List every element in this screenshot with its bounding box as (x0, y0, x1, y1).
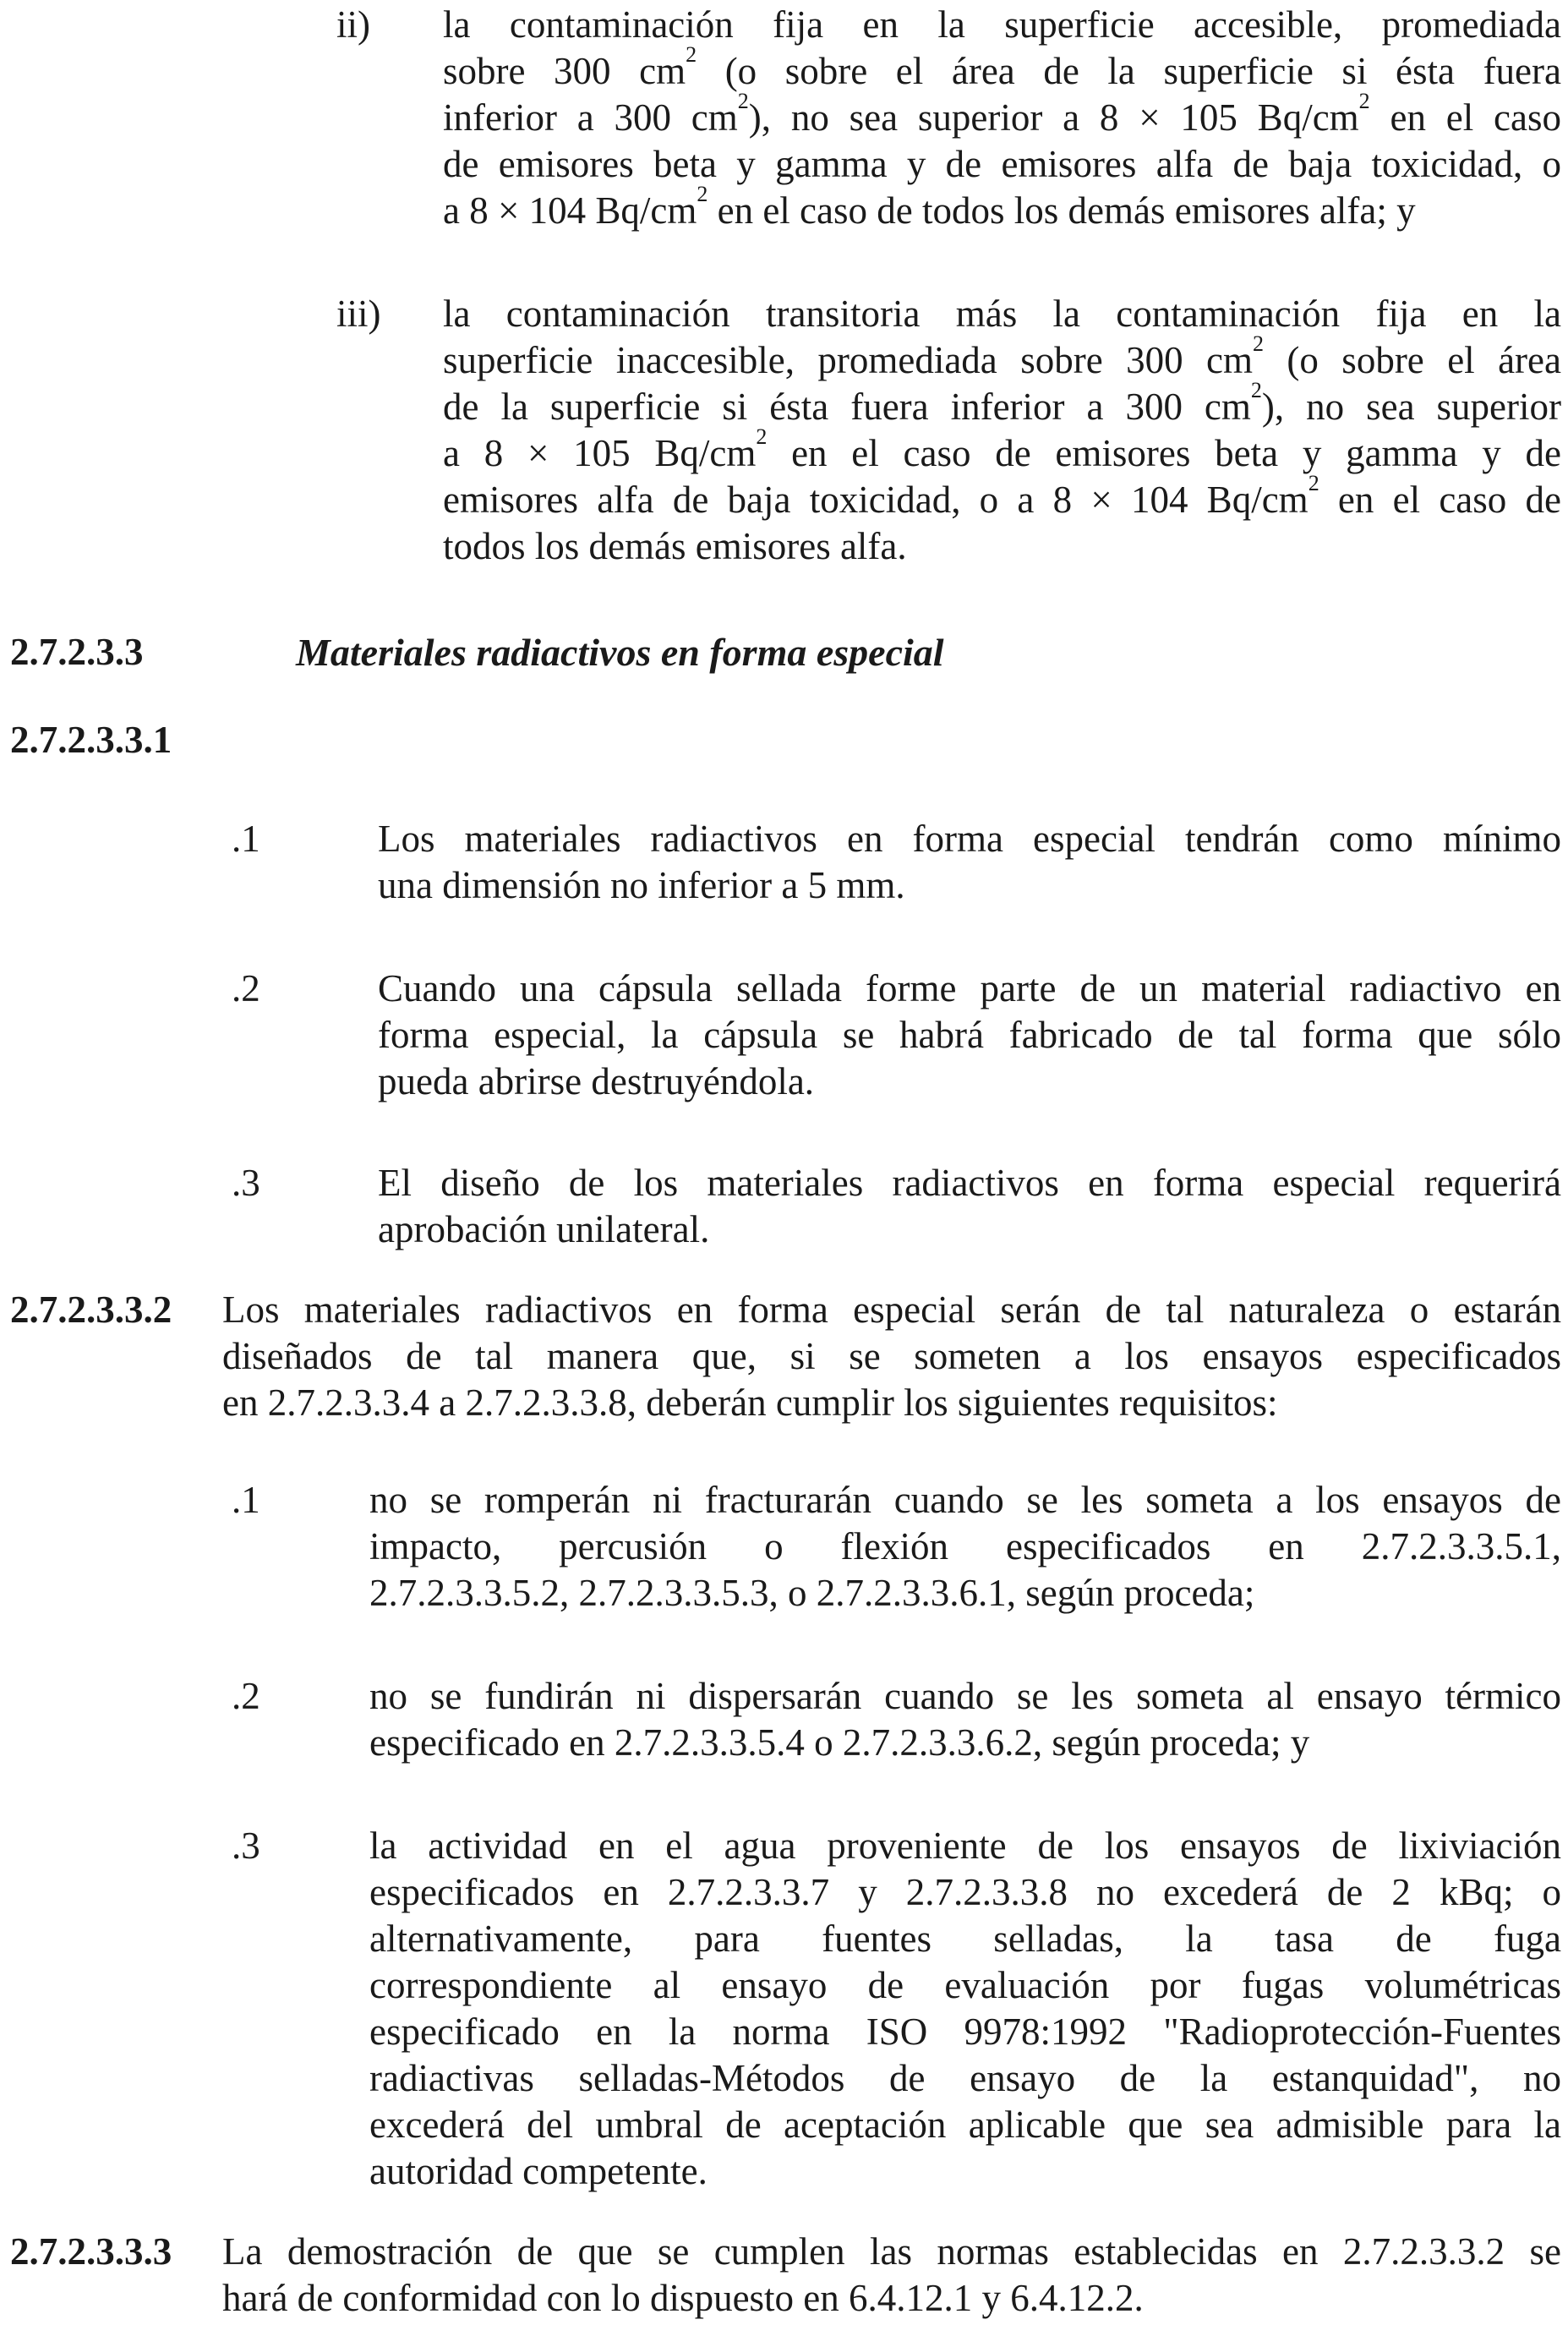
text-line: no se romperán ni fracturarán cuando se les someta a los ensayos de (369, 1479, 1561, 1521)
list-item-text (378, 1160, 1561, 1253)
text-line: especificado en 2.7.2.3.3.5.4 o 2.7.2.3.3.6.2, según proceda; y (369, 1721, 1310, 1764)
text-line: a 8 × 105 $Bq/cm^2$ en el caso de emisores beta y gamma y de (443, 424, 1561, 474)
text-line: emisores alfa de baja toxicidad, o a 8 × 104 $Bq/cm^2$ en el caso de (443, 471, 1561, 521)
text-line: sobre 300 $cm^2$ (o sobre el área de la superficie si ésta fuera (443, 42, 1561, 92)
section-title: Materiales radiactivos en forma especial (296, 631, 944, 674)
item-label: .3 (232, 1162, 260, 1204)
list-item-text (369, 1477, 1561, 1617)
item-label: .2 (232, 1675, 260, 1717)
item-label-iii: iii) (336, 293, 381, 335)
text-line: correspondiente al ensayo de evaluación por fugas volumétricas (369, 1964, 1561, 2006)
list-item-text (369, 1673, 1561, 1766)
text-line: La demostración de que se cumplen las normas establecidas en 2.7.2.3.3.2 se (222, 2230, 1561, 2273)
item-label: .1 (232, 818, 260, 860)
text-line: no se fundirán ni dispersarán cuando se les someta al ensayo térmico (369, 1675, 1561, 1717)
item-label: .3 (232, 1825, 260, 1867)
text-line: a 8 × 104 $Bq/cm^2$ en el caso de todos los demás emisores alfa; y (443, 182, 1416, 232)
text-line: hará de conformidad con lo dispuesto en 6.4.12.1 y 6.4.12.2. (222, 2277, 1144, 2319)
item-ii-text (443, 2, 1561, 234)
text-line: la contaminación fija en la superficie accesible, promediada (443, 3, 1561, 46)
text-line: excederá del umbral de aceptación aplicable que sea admisible para la (369, 2104, 1561, 2146)
text-line: la actividad en el agua proveniente de los ensayos de lixiviación (369, 1825, 1561, 1867)
text-line: de emisores beta y gamma y de emisores alfa de baja toxicidad, o (443, 143, 1561, 185)
text-line: 2.7.2.3.3.5.2, 2.7.2.3.3.5.3, o 2.7.2.3.3.6.1, según proceda; (369, 1572, 1255, 1614)
text-line: radiactivas selladas-Métodos de ensayo de la estanquidad", no (369, 2057, 1561, 2099)
section-number: 2.7.2.3.3 (10, 631, 144, 673)
section-text (222, 2229, 1561, 2322)
item-label: .1 (232, 1479, 260, 1521)
text-line: El diseño de los materiales radiactivos en forma especial requerirá (378, 1162, 1561, 1204)
section-text (222, 1287, 1561, 1426)
text-line: todos los demás emisores alfa. (443, 525, 907, 567)
text-line: impacto, percusión o flexión especificados en 2.7.2.3.3.5.1, (369, 1525, 1561, 1567)
text-line: especificados en 2.7.2.3.3.7 y 2.7.2.3.3.8 no excederá de 2 kBq; o (369, 1871, 1561, 1913)
section-number: 2.7.2.3.3.3 (10, 2230, 172, 2273)
text-line: la contaminación transitoria más la contaminación fija en la (443, 293, 1561, 335)
section-number: 2.7.2.3.3.2 (10, 1288, 172, 1331)
text-line: Los materiales radiactivos en forma especial serán de tal naturaleza o estarán (222, 1288, 1561, 1331)
text-line: de la superficie si ésta fuera inferior a 300 $cm^2$), no sea superior (443, 378, 1562, 428)
text-line: inferior a 300 $cm^2$), no sea superior a 8 × 105 $Bq/cm^2$ en el caso (443, 89, 1561, 139)
text-line: especificado en la norma ISO 9978:1992 "Radioprotección-Fuentes (369, 2011, 1561, 2053)
text-line: pueda abrirse destruyéndola. (378, 1060, 815, 1102)
item-label-ii: ii) (336, 3, 370, 46)
text-line: Los materiales radiactivos en forma especial tendrán como mínimo (378, 818, 1561, 860)
text-line: alternativamente, para fuentes selladas, la tasa de fuga (369, 1918, 1561, 1960)
text-line: diseñados de tal manera que, si se someten a los ensayos especificados (222, 1335, 1561, 1377)
text-line: autoridad competente. (369, 2150, 708, 2192)
item-label: .2 (232, 967, 260, 1009)
text-line: superficie inaccesible, promediada sobre 300 $cm^2$ (o sobre el área (443, 331, 1561, 381)
text-line: forma especial, la cápsula se habrá fabricado de tal forma que sólo (378, 1014, 1561, 1056)
list-item-text (378, 816, 1561, 909)
text-line: una dimensión no inferior a 5 mm. (378, 864, 905, 906)
list-item-text (378, 966, 1561, 1105)
section-number: 2.7.2.3.3.1 (10, 719, 172, 761)
text-line: aprobación unilateral. (378, 1208, 710, 1250)
text-line: Cuando una cápsula sellada forme parte de un material radiactivo en (378, 967, 1561, 1009)
text-line: en 2.7.2.3.3.4 a 2.7.2.3.3.8, deberán cumplir los siguientes requisitos: (222, 1381, 1278, 1424)
list-item-text (369, 1823, 1561, 2195)
item-iii-text (443, 291, 1561, 570)
